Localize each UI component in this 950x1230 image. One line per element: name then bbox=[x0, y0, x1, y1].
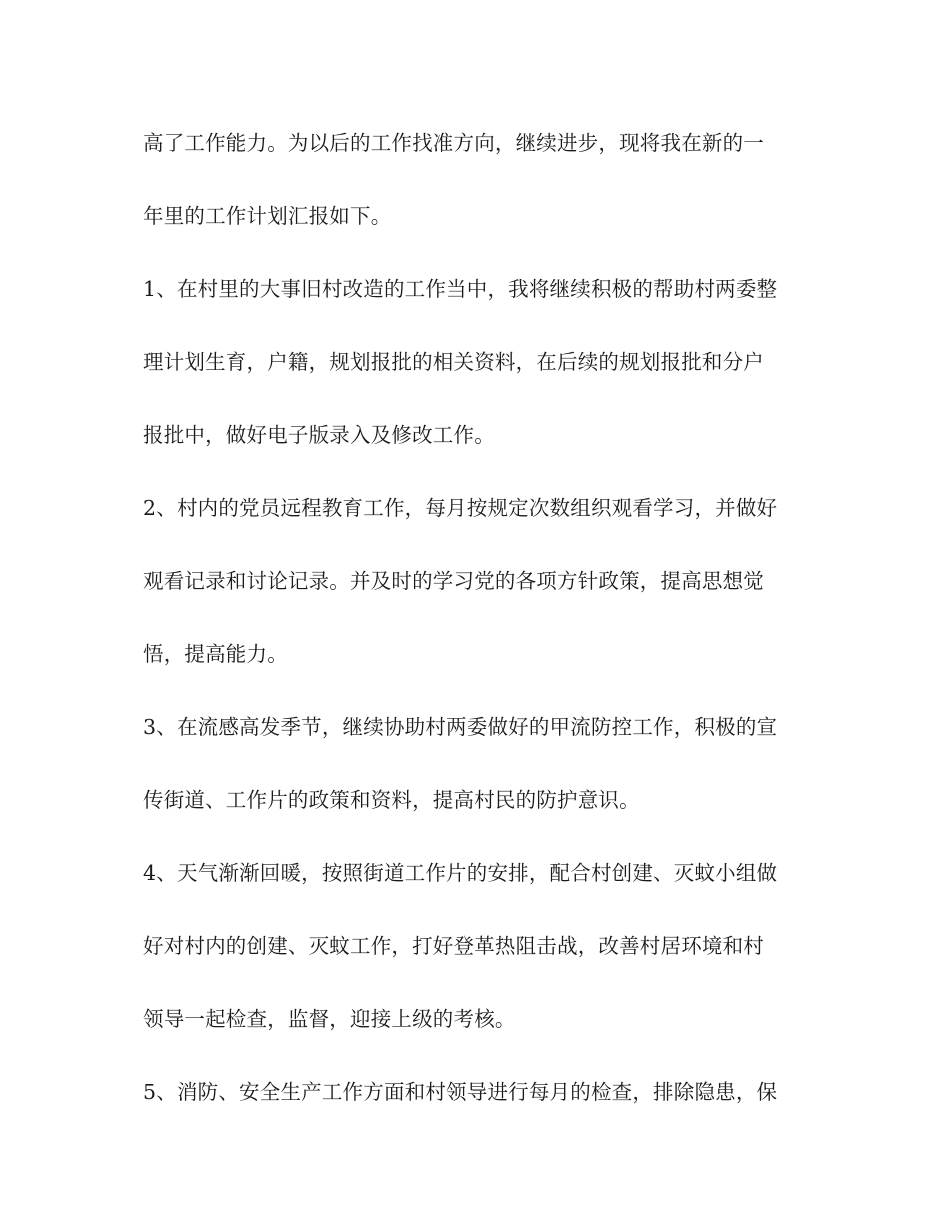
text-line: 理计划生育，户籍，规划报批的相关资料，在后续的规划报批和分户 bbox=[143, 350, 764, 374]
text-line: 3、在流感高发季节，继续协助村两委做好的甲流防控工作，积极的宣 bbox=[143, 715, 778, 739]
text-line: 2、村内的党员远程教育工作，每月按规定次数组织观看学习，并做好 bbox=[143, 496, 778, 520]
text-line: 好对村内的创建、灭蚊工作，打好登革热阻击战，改善村居环境和村 bbox=[143, 934, 764, 958]
text-line: 传街道、工作片的政策和资料，提高村民的防护意识。 bbox=[143, 788, 640, 812]
text-line: 高了工作能力。为以后的工作找准方向，继续进步，现将我在新的一 bbox=[143, 131, 764, 155]
text-line: 悟，提高能力。 bbox=[143, 642, 288, 666]
text-line: 5、消防、安全生产工作方面和村领导进行每月的检查，排除隐患，保 bbox=[143, 1080, 778, 1104]
text-line: 报批中，做好电子版录入及修改工作。 bbox=[143, 423, 495, 447]
text-line: 领导一起检查，监督，迎接上级的考核。 bbox=[143, 1007, 516, 1031]
text-line: 4、天气渐渐回暖，按照街道工作片的安排，配合村创建、灭蚊小组做 bbox=[143, 861, 778, 885]
text-line: 年里的工作计划汇报如下。 bbox=[143, 204, 392, 228]
text-line: 1、在村里的大事旧村改造的工作当中，我将继续积极的帮助村两委整 bbox=[143, 277, 778, 301]
text-line: 观看记录和讨论记录。并及时的学习党的各项方针政策，提高思想觉 bbox=[143, 569, 764, 593]
